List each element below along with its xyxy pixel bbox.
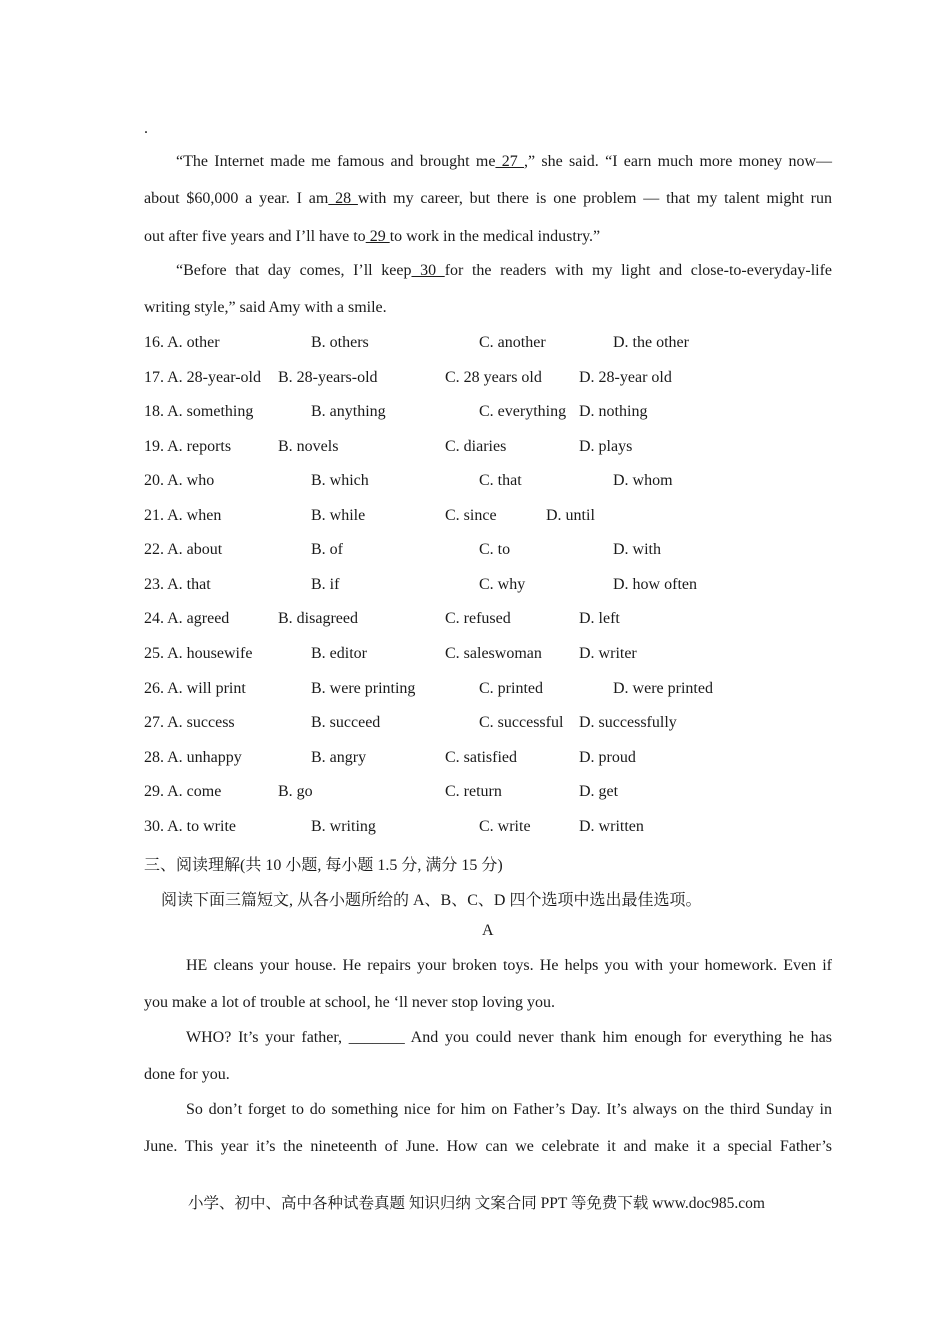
passage-line: WHO? It’s your father, _______ And you could never thank him enough for everything he has [186,1029,832,1046]
option-d: D. get [579,783,619,800]
option-d: D. plays [579,438,633,455]
option-a: 17. A. 28-year-old [144,369,261,386]
blank-27: 27 [495,153,525,170]
option-a: 30. A. to write [144,818,236,835]
passage-line: about $60,000 a year. I am 28 with my career, but there is one problem — that my talent might run [144,190,833,207]
option-b: B. novels [278,438,339,455]
option-b: B. of [311,541,343,558]
option-a: 29. A. come [144,783,222,800]
option-c: C. another [479,334,546,351]
option-b: B. disagreed [278,610,358,627]
option-d: D. until [546,507,595,524]
option-a: 18. A. something [144,403,254,420]
passage-line: HE cleans your house. He repairs your broken toys. He helps you with your homework. Even if [186,957,832,974]
passage-line: June. This year it’s the nineteenth of June. How can we celebrate it and make it a special Father’s [144,1138,832,1155]
option-d: D. nothing [579,403,648,420]
option-c: C. saleswoman [445,645,542,662]
option-a: 16. A. other [144,334,220,351]
option-a: 27. A. success [144,714,235,731]
option-b: B. anything [311,403,386,420]
option-a: 28. A. unhappy [144,749,242,766]
option-c: C. 28 years old [445,369,542,386]
blank-29: 29 [365,228,390,245]
option-d: D. whom [613,472,673,489]
option-b: B. were printing [311,680,416,697]
option-a: 23. A. that [144,576,211,593]
option-b: B. go [278,783,313,800]
option-a: 25. A. housewife [144,645,253,662]
option-a: 19. A. reports [144,438,232,455]
section-instruction: 阅读下面三篇短文, 从各小题所给的 A、B、C、D 四个选项中选出最佳选项。 [161,892,702,909]
option-d: D. left [579,610,620,627]
option-c: C. to [479,541,511,558]
passage-line: “The Internet made me famous and brought me 27 ,” she said. “I earn much more money now— [176,153,833,170]
option-b: B. which [311,472,369,489]
option-b: B. if [311,576,340,593]
option-d: D. writer [579,645,637,662]
option-a: 21. A. when [144,507,222,524]
option-b: B. others [311,334,369,351]
option-a: 26. A. will print [144,680,246,697]
passage-line: done for you. [144,1066,230,1083]
option-d: D. how often [613,576,697,593]
option-a: 24. A. agreed [144,610,230,627]
passage-label: A [482,922,494,939]
section-heading: 三、阅读理解(共 10 小题, 每小题 1.5 分, 满分 15 分) [144,857,503,874]
passage-line: So don’t forget to do something nice for him on Father’s Day. It’s always on the third Sunday in [186,1101,832,1118]
option-c: C. why [479,576,526,593]
option-d: D. 28-year old [579,369,672,386]
blank-30: 30 [411,262,445,279]
option-c: C. satisfied [445,749,517,766]
option-b: B. editor [311,645,367,662]
option-c: C. refused [445,610,511,627]
top-dot: . [144,120,148,137]
passage-line: out after five years and I’ll have to 29 to work in the medical industry.” [144,228,601,245]
passage-line: writing style,” said Amy with a smile. [144,299,387,316]
option-b: B. succeed [311,714,381,731]
option-b: B. 28-years-old [278,369,378,386]
option-d: D. the other [613,334,689,351]
option-b: B. angry [311,749,367,766]
option-d: D. were printed [613,680,713,697]
option-b: B. writing [311,818,376,835]
page-footer: 小学、初中、高中各种试卷真题 知识归纳 文案合同 PPT 等免费下载 www.doc985.com [188,1195,765,1212]
option-b: B. while [311,507,366,524]
passage-line: “Before that day comes, I’ll keep 30 for the readers with my light and close-to-everyday-life [176,262,833,279]
option-d: D. proud [579,749,636,766]
option-c: C. since [445,507,497,524]
option-c: C. successful [479,714,564,731]
option-a: 20. A. who [144,472,215,489]
option-c: C. everything [479,403,567,420]
option-d: D. with [613,541,661,558]
option-c: C. return [445,783,502,800]
blank-28: 28 [328,190,358,207]
option-d: D. written [579,818,644,835]
option-c: C. diaries [445,438,507,455]
option-c: C. write [479,818,531,835]
option-d: D. successfully [579,714,677,731]
option-c: C. printed [479,680,543,697]
passage-line: you make a lot of trouble at school, he ‘ll never stop loving you. [144,994,556,1011]
option-a: 22. A. about [144,541,223,558]
option-c: C. that [479,472,522,489]
